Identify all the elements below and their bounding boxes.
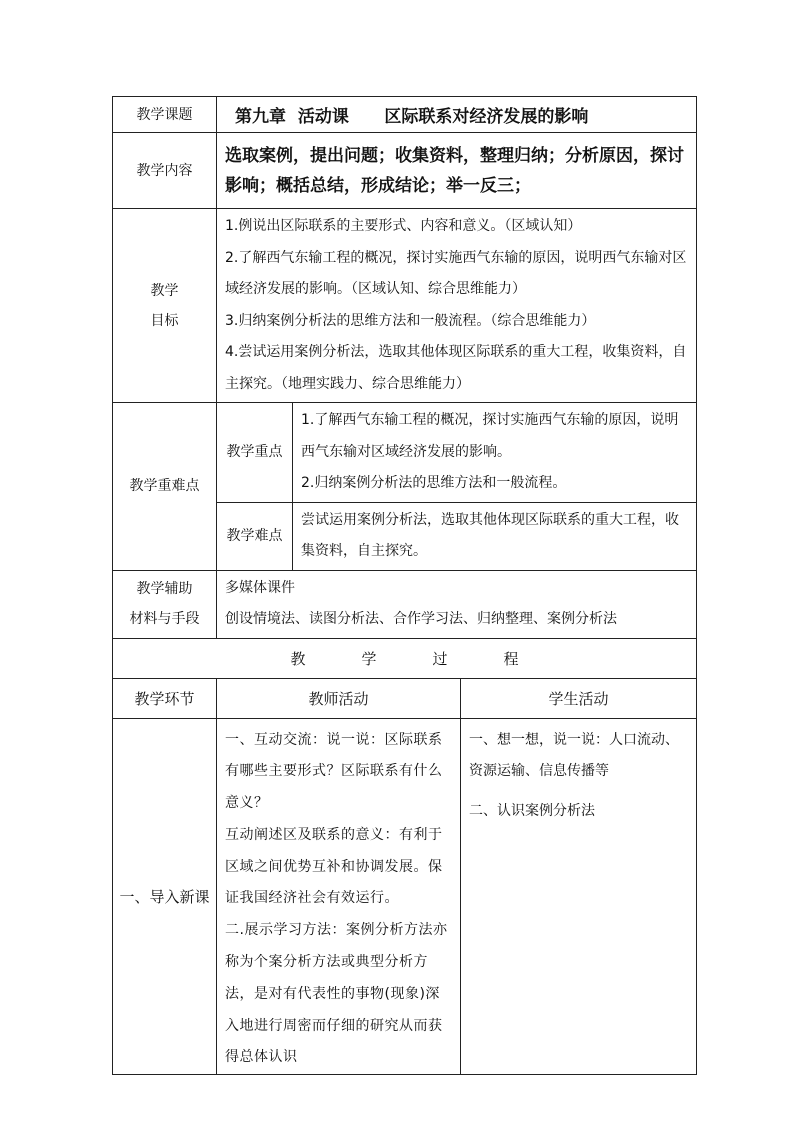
key-points-row <box>113 403 697 503</box>
goal-item: 1.例说出区际联系的主要形式、内容和意义。（区域认知） <box>225 218 582 234</box>
key-point-item: 1.了解西气东输工程的概况，探讨实施西气东输的原因，说明西气东输对区域经济发展的影响。 <box>301 412 679 460</box>
col-teacher-header: 教师活动 <box>217 678 461 718</box>
content-label: 教学内容 <box>113 133 217 209</box>
student-paragraph: 一、想一想，说一说：人口流动、资源运输、信息传播等 <box>469 731 679 780</box>
goal-item: 3.归纳案例分析法的思维方法和一般流程。（综合思维能力） <box>225 312 596 329</box>
key-label: 教学重点 <box>217 403 293 503</box>
lesson-plan-table <box>112 96 697 1075</box>
teacher-paragraph: 二.展示学习方法：案例分析方法亦称为个案分析方法或典型分析方法，是对有代表性的事物(现象)深入地进行周密而仔细的研究从而获得总体认识 <box>225 922 448 1066</box>
process-columns-row <box>113 678 697 718</box>
col-stage-header: 教学环节 <box>113 678 217 718</box>
key-difficult-label: 教学重难点 <box>113 403 217 571</box>
difficult-label: 教学难点 <box>217 502 293 570</box>
key-point-item: 2.归纳案例分析法的思维方法和一般流程。 <box>301 475 567 491</box>
goals-label: 教学 目标 <box>113 209 217 403</box>
content-value: 选取案例，提出问题；收集资料，整理归纳；分析原因，探讨影响；概括总结，形成结论；举一反三； <box>217 133 697 209</box>
teacher-activity <box>217 718 461 1075</box>
teacher-paragraph: 互动阐述区及联系的意义：有利于区域之间优势互补和协调发展。保证我国经济社会有效运行。 <box>225 826 443 907</box>
aids-value: 多媒体课件 创设情境法、读图分析法、合作学习法、归纳整理、案例分析法 <box>217 570 697 638</box>
topic-row <box>113 97 697 133</box>
goals-row <box>113 209 697 403</box>
teacher-paragraph: 一、互动交流：说一说：区际联系有哪些主要形式？区际联系有什么意义？ <box>225 731 443 812</box>
intro-row <box>113 718 697 1075</box>
process-heading: 教 学 过 程 <box>113 638 697 678</box>
key-points-list <box>293 403 697 503</box>
process-row <box>113 638 697 678</box>
content-row <box>113 133 697 209</box>
topic-value: 第九章 活动课 区际联系对经济发展的影响 <box>217 97 697 133</box>
aids-label: 教学辅助 材料与手段 <box>113 570 217 638</box>
student-activity <box>461 718 697 1075</box>
student-paragraph: 二、认识案例分析法 <box>469 803 595 820</box>
col-student-header: 学生活动 <box>461 678 697 718</box>
goal-item: 4.尝试运用案例分析法，选取其他体现区际联系的重大工程，收集资料，自主探究。（地理实践力、综合思维能力） <box>225 344 687 392</box>
intro-stage-label: 一、导入新课 <box>113 718 217 1075</box>
aids-row <box>113 570 697 638</box>
difficult-value: 尝试运用案例分析法，选取其他体现区际联系的重大工程，收集资料，自主探究。 <box>293 502 697 570</box>
goal-item: 2.了解西气东输工程的概况，探讨实施西气东输的原因，说明西气东输对区域经济发展的影响。（区域认知、综合思维能力） <box>225 249 687 297</box>
topic-label: 教学课题 <box>113 97 217 133</box>
goals-list <box>217 209 697 403</box>
